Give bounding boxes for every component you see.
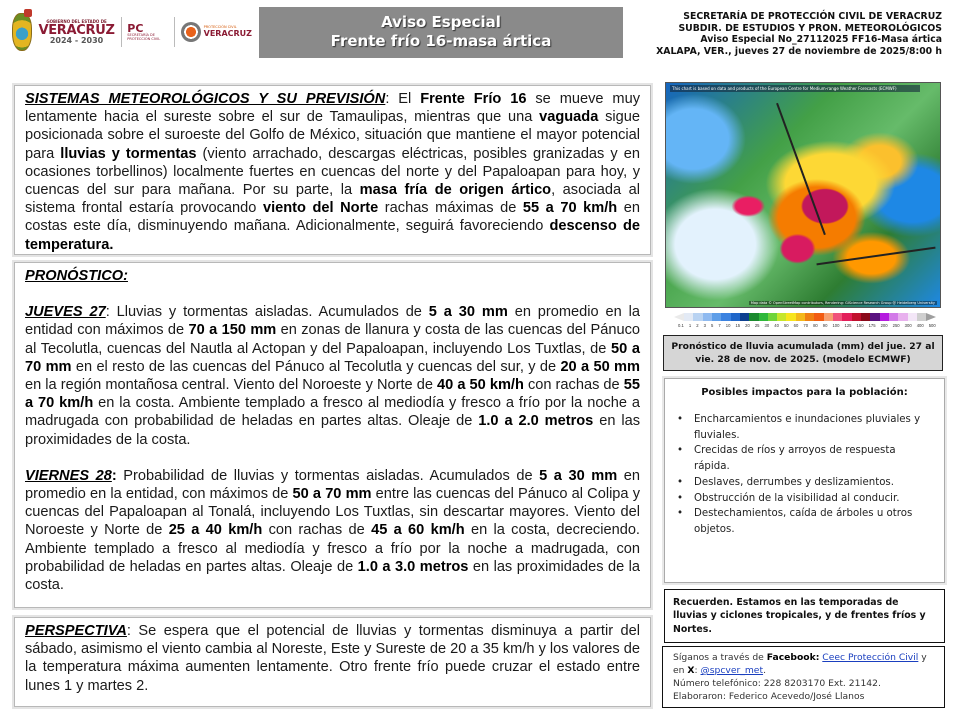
impacts-panel xyxy=(664,378,945,583)
follow-prefix: Síganos a través de xyxy=(673,652,767,663)
jueves-bold: 20 a 50 mm xyxy=(560,358,640,375)
header-subdir: SUBDIR. DE ESTUDIOS Y PRON. METEOROLÓGICOS xyxy=(678,22,942,34)
scale-swatch xyxy=(870,313,879,321)
jueves-text: en la región montañosa central. Viento del Noroeste y Norte de xyxy=(25,377,438,394)
scale-label: 2 xyxy=(696,323,699,328)
map-source-banner: This chart is based on data and products of the European Centre for Medium-range Weather Forecasts (ECMWF) xyxy=(670,85,920,92)
impact-item: • Obstrucción de la visibilidad al conducir. xyxy=(675,491,934,507)
jueves-bold: 5 a 30 mm xyxy=(428,304,508,321)
scale-label: 30 xyxy=(764,323,770,328)
impact-item: • Destechamientos, caída de árboles u otros objetos. xyxy=(675,506,934,537)
pc-logo xyxy=(127,23,168,42)
forecast-jueves xyxy=(25,303,640,449)
impact-item: • Encharcamientos e inundaciones pluviales y fluviales. xyxy=(675,412,934,443)
pc-logo-sub: SECRETARÍA DE PROTECCIÓN CIVIL xyxy=(127,33,161,41)
scale-label: 0.1 xyxy=(678,323,684,328)
sistemas-bold: Frente Frío 16 xyxy=(420,91,527,107)
jueves-label: JUEVES 27 xyxy=(25,304,106,321)
authors: Elaboraron: Federico Acevedo/José Llanos xyxy=(673,691,865,702)
gobierno-veracruz-logo xyxy=(38,20,114,45)
viernes-bold: 5 a 30 mm xyxy=(539,467,618,484)
sistemas-bold: vaguada xyxy=(539,109,599,126)
sistemas-text: (viento arrachado, descargas eléctricas, posibles granizadas y en ocasiones torbellinos) localmente fuertes en cuencas del norte y del Papaloapan para hoy, y cuencas del sur para mañana. Por su parte, la xyxy=(25,145,640,199)
pcv-logo-line1: PROTECCIÓN CIVIL xyxy=(203,25,237,30)
header-date: XALAPA, VER., jueves 27 de noviembre de 2025/8:00 h xyxy=(656,45,942,57)
map-coastline xyxy=(816,247,935,266)
jueves-text: en promedio en la entidad con máximos de xyxy=(25,304,640,339)
sistemas-bold: viento del Norte xyxy=(262,200,379,217)
sistemas-bold: 55 a 70 km/h xyxy=(522,200,618,217)
perspectiva-panel xyxy=(14,617,651,707)
sistemas-bold: descenso de temperatura. xyxy=(25,218,640,253)
pronostico-panel xyxy=(14,262,651,608)
viernes-label: VIERNES 28 xyxy=(25,467,112,484)
scale-label: 500 xyxy=(928,323,936,328)
sistemas-text: en costas este día, disminuyendo mañana. Adicionalmente, seguirá favoreciendo xyxy=(25,200,640,235)
scale-label: 10 xyxy=(725,323,731,328)
scale-swatch xyxy=(917,313,926,321)
viernes-bold: 25 a 40 km/h xyxy=(168,522,263,539)
rainfall-color-scale xyxy=(674,313,936,321)
viernes-bold: 1.0 a 3.0 metros xyxy=(357,558,469,575)
map-coastline xyxy=(776,102,827,235)
viernes-bold: 50 a 70 mm xyxy=(292,486,372,503)
scale-swatch xyxy=(786,313,795,321)
sistemas-panel xyxy=(14,85,651,255)
scale-swatch xyxy=(805,313,814,321)
scale-label: 1 xyxy=(688,323,692,328)
header-info xyxy=(622,11,942,57)
scale-swatch xyxy=(889,313,898,321)
jueves-text: en las proximidades de la costa. xyxy=(25,413,640,448)
scale-swatch xyxy=(721,313,730,321)
jueves-bold: 70 a 150 mm xyxy=(188,322,277,339)
viernes-text: en la costa, decreciendo. Ambiente templado a fresco al mediodía y fresco a frío por la noche a madrugada, con probabilidad de heladas en partes altas. Oleaje de xyxy=(25,522,640,575)
jueves-text: con rachas de xyxy=(523,377,624,394)
header-agency: SECRETARÍA DE PROTECCIÓN CIVIL DE VERACRUZ xyxy=(683,11,942,22)
scale-label: 7 xyxy=(718,323,721,328)
scale-swatches xyxy=(684,313,926,321)
sistemas-text: : El xyxy=(385,91,421,107)
scale-label: 3 xyxy=(703,323,706,328)
scale-label: 50 xyxy=(783,323,789,328)
scale-swatch xyxy=(693,313,702,321)
rainfall-forecast-map xyxy=(665,82,941,308)
impact-item: • Deslaves, derrumbes y deslizamientos. xyxy=(675,475,934,491)
viernes-text: Probabilidad de lluvias y tormentas aisladas. Acumulados de xyxy=(116,467,540,484)
viernes-colon: : xyxy=(111,467,117,484)
scale-label: 60 xyxy=(793,323,799,328)
jueves-text: en el resto de las cuencas del Pánuco al Tecolutla y cuencas del sur, y de xyxy=(71,358,561,375)
scale-label: 300 xyxy=(904,323,912,328)
map-credit: Map data © OpenStreetMap contributors, Rendering: GIScience Research Group @ Heidelberg University xyxy=(750,301,935,305)
x-link[interactable]: @spcver_met xyxy=(700,665,764,676)
pcv-logo-name: VERACRUZ xyxy=(203,28,252,38)
impact-item: • Crecidas de ríos y arroyos de respuesta rápida. xyxy=(675,443,934,474)
viernes-bold: 45 a 60 km/h xyxy=(371,522,465,539)
impacts-list xyxy=(675,412,934,538)
facebook-link[interactable]: Ceec Protección Civil xyxy=(822,652,919,663)
scale-label: 175 xyxy=(868,323,876,328)
scale-swatch xyxy=(768,313,777,321)
viernes-text: entre las cuencas del Pánuco al Colipa y cuencas del Papaloapan al Tonalá, incluyendo Los Tuxtlas, sin descartar mayores. Viento del Noroeste y Norte de xyxy=(25,486,640,539)
gov-logo-line1: GOBIERNO DEL ESTADO DE xyxy=(46,18,107,24)
perspectiva-heading: PERSPECTIVA xyxy=(25,623,127,639)
veracruz-coat-of-arms-icon xyxy=(12,13,32,51)
scale-swatch xyxy=(759,313,768,321)
scale-label: 70 xyxy=(803,323,809,328)
jueves-text: en la costa. Ambiente templado a fresco al mediodía y fresco a frío por la noche a madrugada con probabilidad de heladas en partes altas. Oleaje de xyxy=(25,395,640,430)
scale-swatch xyxy=(908,313,917,321)
scale-swatch xyxy=(898,313,907,321)
gov-logo-name: VERACRUZ xyxy=(38,22,115,38)
contact-panel xyxy=(662,646,945,708)
scale-label: 250 xyxy=(892,323,900,328)
sistemas-heading: SISTEMAS METEOROLÓGICOS Y SU PREVISIÓN xyxy=(25,91,386,107)
map-caption: Pronóstico de lluvia acumulada (mm) del jue. 27 al vie. 28 de nov. de 2025. (modelo ECMWF) xyxy=(663,335,943,371)
header-logos xyxy=(12,10,252,54)
scale-arrow-right-icon xyxy=(926,313,936,321)
sistemas-text: se mueve muy lentamente hacia el sureste sobre el sur de Tamaulipas, mientras que una xyxy=(25,91,641,126)
scale-swatch xyxy=(712,313,721,321)
facebook-label: Facebook: xyxy=(766,652,820,663)
scale-label: 20 xyxy=(745,323,750,328)
scale-label: 200 xyxy=(880,323,888,328)
scale-label: 90 xyxy=(822,323,828,328)
scale-swatch xyxy=(703,313,712,321)
perspectiva-text: : Se espera que el potencial de lluvias y tormentas disminuya a partir del sábado, asimismo el viento cambia al Noreste, Este y Sureste de 20 a 35 km/h y los valores de la temperatura máxima aumenten lentamente. Otro frente frío puede cruzar el estado entre lunes 1 y martes 2. xyxy=(25,623,640,694)
x-prefix: y en xyxy=(673,652,927,676)
sistemas-bold: lluvias y tormentas xyxy=(60,145,197,162)
season-reminder: Recuerden. Estamos en las temporadas de lluvias y ciclones tropicales, y de frentes fríos y Nortes. xyxy=(664,589,945,643)
viernes-text: en promedio en la entidad, con máximos de xyxy=(25,467,641,503)
scale-label: 40 xyxy=(774,323,779,328)
scale-label: 15 xyxy=(735,323,741,328)
forecast-viernes xyxy=(25,467,640,594)
scale-arrow-left-icon xyxy=(674,313,684,321)
scale-swatch xyxy=(880,313,889,321)
jueves-bold: 50 a 70 mm xyxy=(25,340,640,375)
gov-logo-years: 2024 - 2030 xyxy=(49,35,104,45)
x-label: X xyxy=(687,665,695,676)
scale-swatch xyxy=(777,313,786,321)
scale-swatch xyxy=(684,313,693,321)
scale-label: 100 xyxy=(832,323,840,328)
scale-swatch xyxy=(833,313,842,321)
header-notice-number: Aviso Especial No_27112025 FF16-Masa ártica xyxy=(700,34,942,46)
viernes-text: con rachas de xyxy=(262,522,372,539)
jueves-text: : Lluvias y tormentas aisladas. Acumulados de xyxy=(105,304,429,321)
scale-label: 80 xyxy=(813,323,818,328)
jueves-bold: 55 a 70 km/h xyxy=(25,377,640,412)
title-line1: Aviso Especial xyxy=(381,13,501,31)
social-line xyxy=(673,651,934,677)
pronostico-heading: PRONÓSTICO: xyxy=(25,268,128,284)
sistemas-text: , asociada al sistema frontal estaría provocando xyxy=(25,182,640,217)
scale-swatch xyxy=(824,313,833,321)
logo-divider xyxy=(121,17,122,47)
scale-swatch xyxy=(731,313,740,321)
scale-label: 5 xyxy=(710,323,714,328)
impacts-title: Posibles impactos para la población: xyxy=(701,387,908,398)
scale-swatch xyxy=(796,313,805,321)
civil-protection-badge-icon xyxy=(181,22,201,42)
jueves-text: en zonas de llanura y costa de las cuencas del Pánuco al Tecolutla, cuencas del Nautla al Actopan y del Papaloapan, incluyendo Los Tuxtlas, de xyxy=(25,322,640,357)
sistemas-text: sigue posicionada sobre el suroeste del Golfo de México, situación que mantiene el mayor potencial para xyxy=(25,109,640,162)
sistemas-text: rachas máximas de xyxy=(378,200,523,217)
scale-swatch xyxy=(842,313,851,321)
scale-label: 150 xyxy=(856,323,864,328)
scale-swatch xyxy=(740,313,749,321)
phone-number: Número telefónico: 228 8203170 Ext. 21142. xyxy=(673,678,881,689)
scale-swatch xyxy=(749,313,758,321)
viernes-text: en las proximidades de la costa. xyxy=(25,558,641,594)
title-banner xyxy=(259,7,623,58)
x-colon: : xyxy=(694,665,701,676)
scale-label: 25 xyxy=(754,323,760,328)
jueves-bold: 1.0 a 2.0 metros xyxy=(478,413,594,430)
scale-swatch xyxy=(861,313,870,321)
scale-swatch xyxy=(852,313,861,321)
pc-logo-abbr: PC xyxy=(127,21,144,35)
logo-divider xyxy=(174,17,175,47)
jueves-bold: 40 a 50 km/h xyxy=(437,377,524,394)
x-end: . xyxy=(763,665,766,676)
sistemas-bold: masa fría de origen ártico xyxy=(359,182,552,199)
title-line2: Frente frío 16-masa ártica xyxy=(330,32,552,50)
proteccion-civil-veracruz-logo xyxy=(181,22,252,42)
scale-label: 125 xyxy=(844,323,852,328)
rainfall-scale-labels xyxy=(678,323,936,328)
scale-swatch xyxy=(814,313,823,321)
scale-label: 400 xyxy=(916,323,924,328)
